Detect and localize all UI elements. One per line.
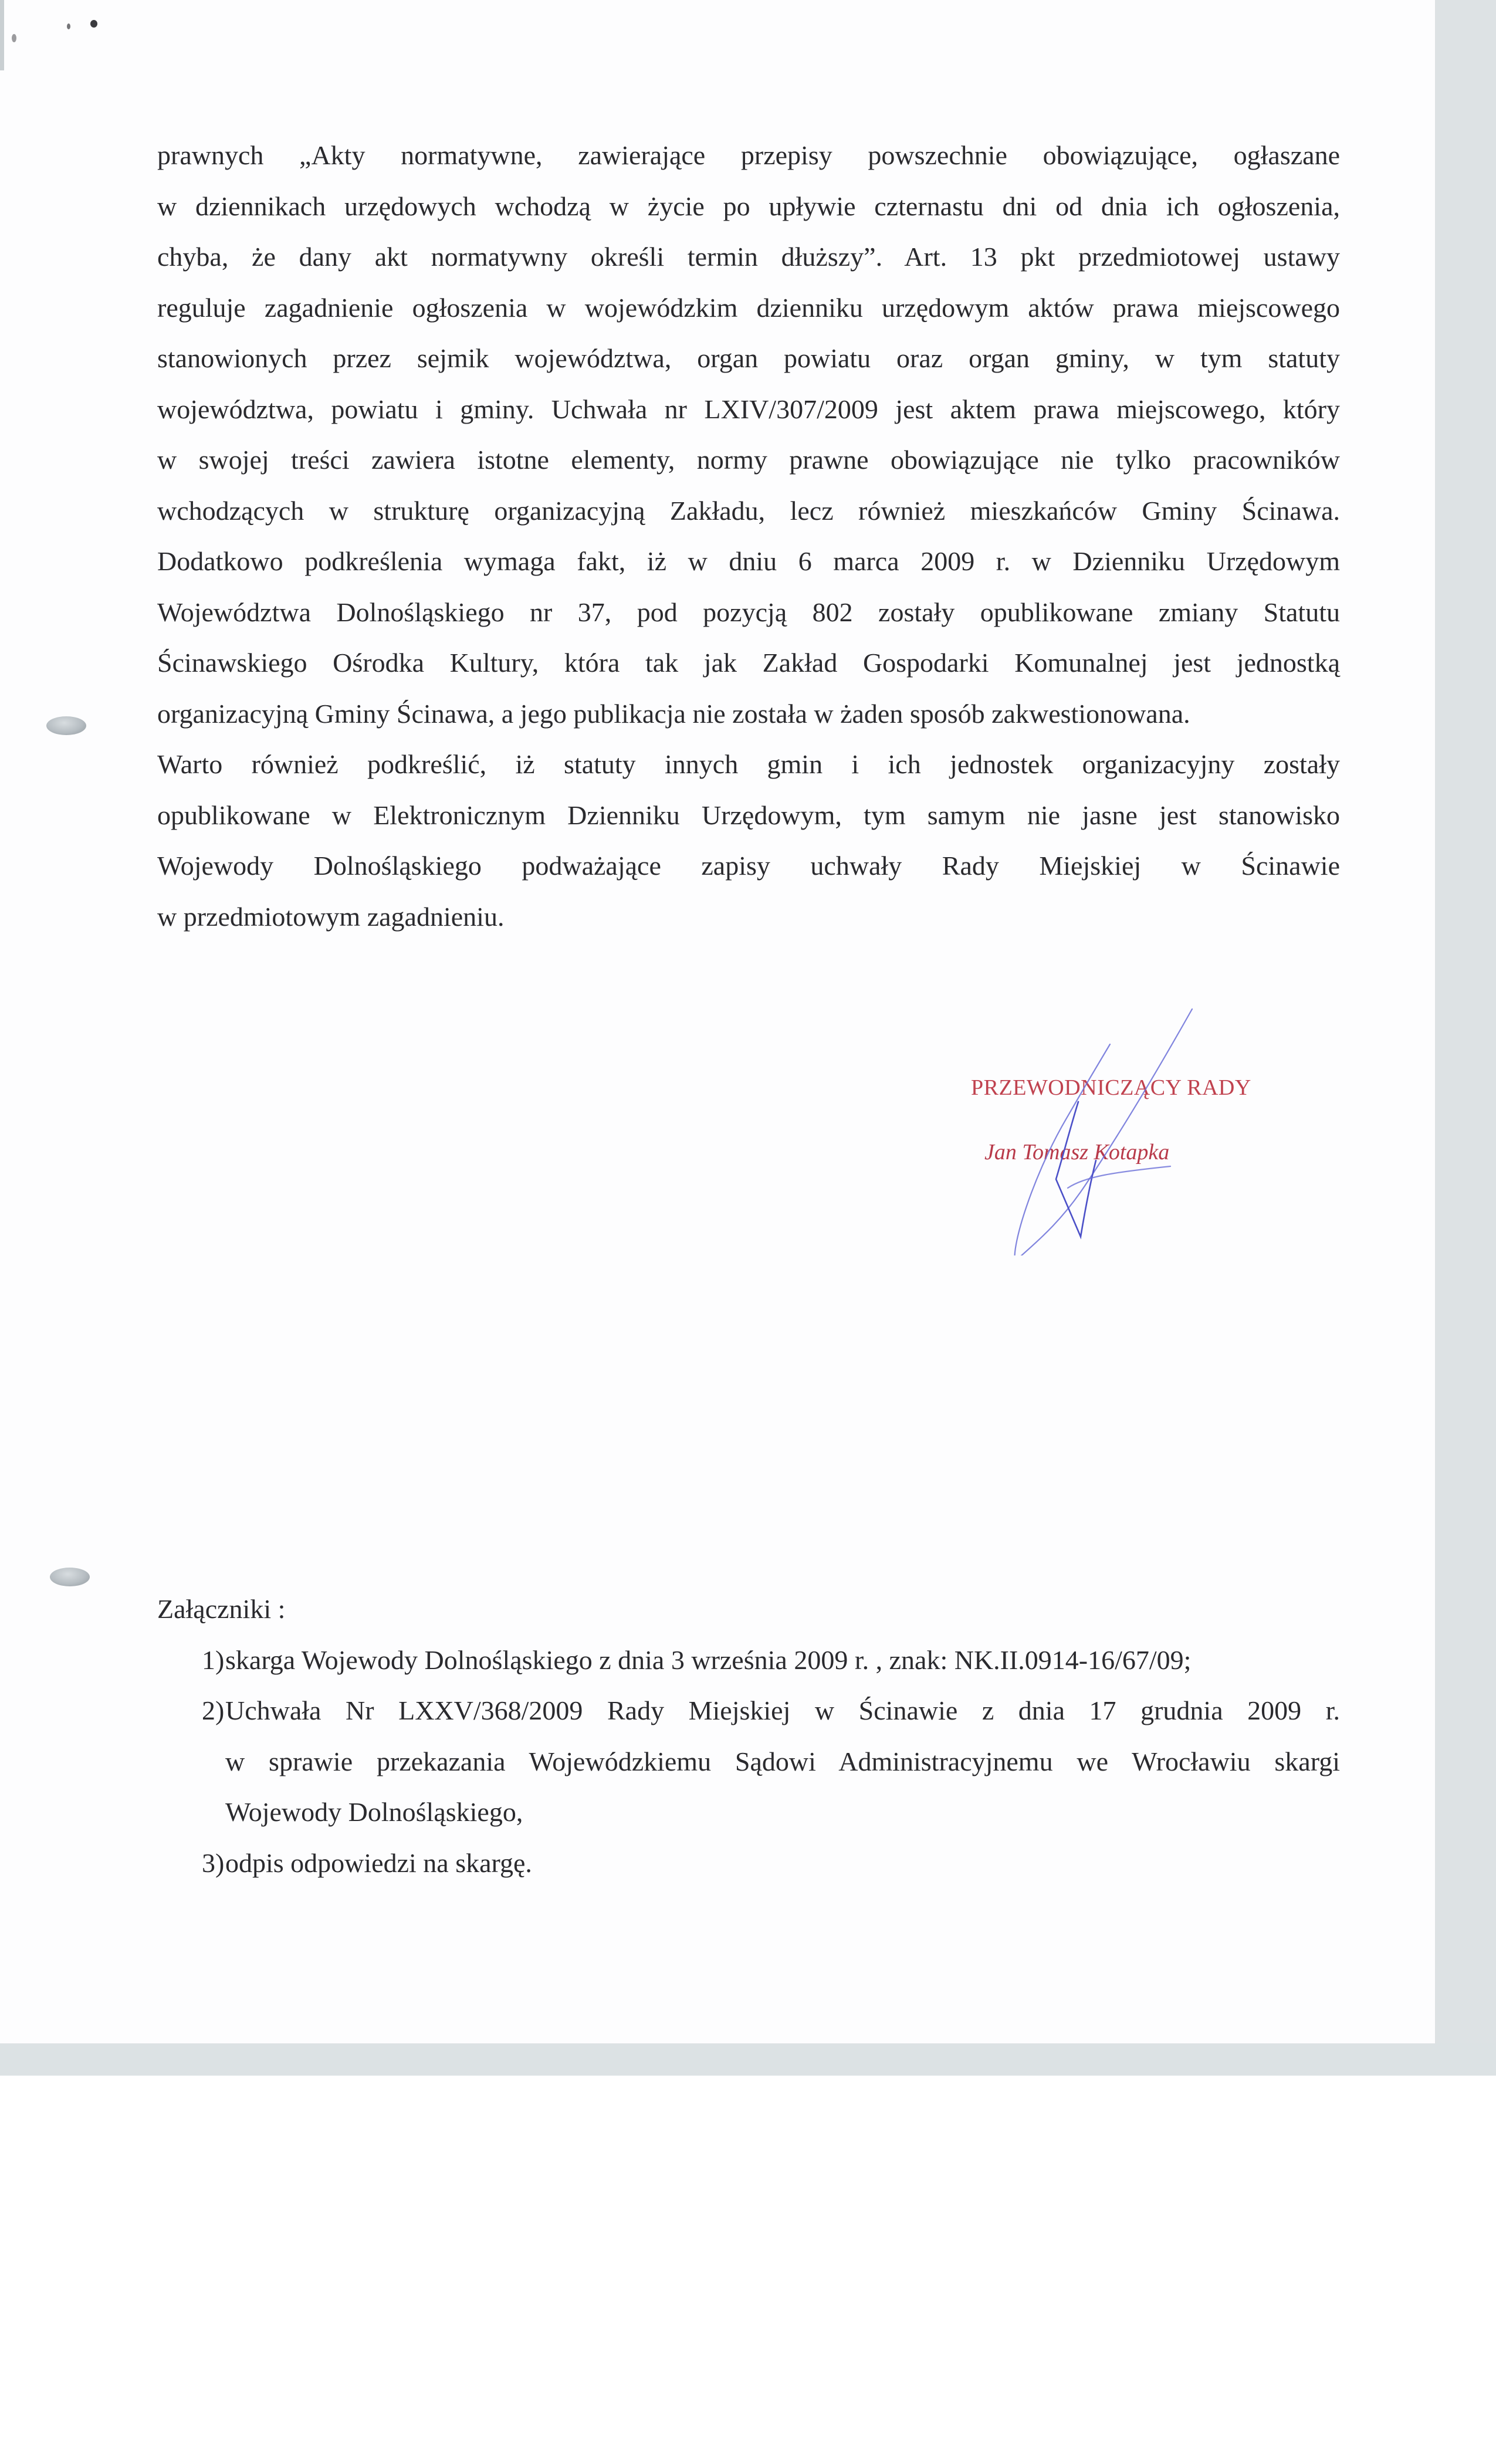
attachment-item [157,1838,1340,1889]
scan-speck [90,20,97,28]
body-line: Warto również podkreślić, iż statuty innych gmin i ich jednostek organizacyjny zostały [157,749,1340,779]
body-line: Województwa Dolnośląskiego nr 37, pod pozycją 802 zostały opublikowane zmiany Statutu [157,597,1340,627]
attachment-number: 1) [202,1644,225,1675]
body-line: stanowionych przez sejmik województwa, organ powiatu oraz organ gminy, w tym statuty [157,343,1340,373]
body-line: Dodatkowo podkreślenia wymaga fakt, iż w dniu 6 marca 2009 r. w Dzienniku Urzędowym [157,546,1340,576]
body-line: w dziennikach urzędowych wchodzą w życie po upływie czternastu dni od dnia ich ogłoszenia, [157,191,1340,221]
attachment-item [157,1685,1340,1838]
attachments-section [157,1584,1340,1888]
attachments-header: Załączniki : [157,1594,286,1624]
body-line: Ścinawskiego Ośrodka Kultury, która tak jak Zakład Gospodarki Komunalnej jest jednostką [157,648,1340,678]
scanner-bed-bottom-margin [0,2043,1496,2076]
attachment-number: 3) [202,1847,225,1878]
stamp-title: PRZEWODNICZĄCY RADY [971,1075,1251,1100]
body-line: Wojewody Dolnośląskiego podważające zapisy uchwały Rady Miejskiej w Ścinawie [157,851,1340,881]
body-line: reguluje zagadnienie ogłoszenia w wojewódzkim dzienniku urzędowym aktów prawa miejscowego [157,292,1340,323]
attachments-list [157,1635,1340,1889]
attachment-line: Wojewody Dolnośląskiego, [225,1797,523,1827]
body-line: wchodzących w strukturę organizacyjną Zakładu, lecz również mieszkańców Gminy Ścinawa. [157,495,1340,526]
scan-edge-shadow [0,0,4,70]
body-line: chyba, że dany akt normatywny określi termin dłuższy”. Art. 13 pkt przedmiotowej ustawy [157,242,1340,272]
stamp-name: Jan Tomasz Kotapka [984,1140,1170,1165]
punch-hole-icon [50,1568,90,1586]
scan-speck [12,34,16,42]
body-paragraph [157,130,1340,942]
body-line: w przedmiotowym zagadnieniu. [157,901,505,932]
scanner-bed-right-margin [1435,0,1496,2076]
scan-speck [67,23,70,29]
attachment-line: skarga Wojewody Dolnośląskiego z dnia 3 września 2009 r. , znak: NK.II.0914-16/67/09; [225,1644,1192,1675]
body-line: w swojej treści zawiera istotne elementy, normy prawne obowiązujące nie tylko pracowników [157,445,1340,475]
handwritten-signature-icon [909,986,1320,1255]
attachment-line: odpis odpowiedzi na skargę. [225,1847,532,1878]
attachment-number: 2) [202,1695,225,1725]
attachment-item [157,1635,1340,1686]
body-line: prawnych „Akty normatywne, zawierające przepisy powszechnie obowiązujące, ogłaszane [157,140,1340,170]
body-line: opublikowane w Elektronicznym Dzienniku Urzędowym, tym samym nie jasne jest stanowisko [157,800,1340,830]
attachment-line: Uchwała Nr LXXV/368/2009 Rady Miejskiej w Ścinawie z dnia 17 grudnia 2009 r. [225,1695,1340,1725]
body-line: województwa, powiatu i gminy. Uchwała nr LXIV/307/2009 jest aktem prawa miejscowego, który [157,394,1340,424]
body-line: organizacyjną Gminy Ścinawa, a jego publikacja nie została w żaden sposób zakwestionowana. [157,698,1190,729]
chairman-stamp [909,986,1320,1255]
attachment-line: w sprawie przekazania Wojewódzkiemu Sądowi Administracyjnemu we Wrocławiu skargi [225,1746,1340,1776]
punch-hole-icon [46,716,86,735]
